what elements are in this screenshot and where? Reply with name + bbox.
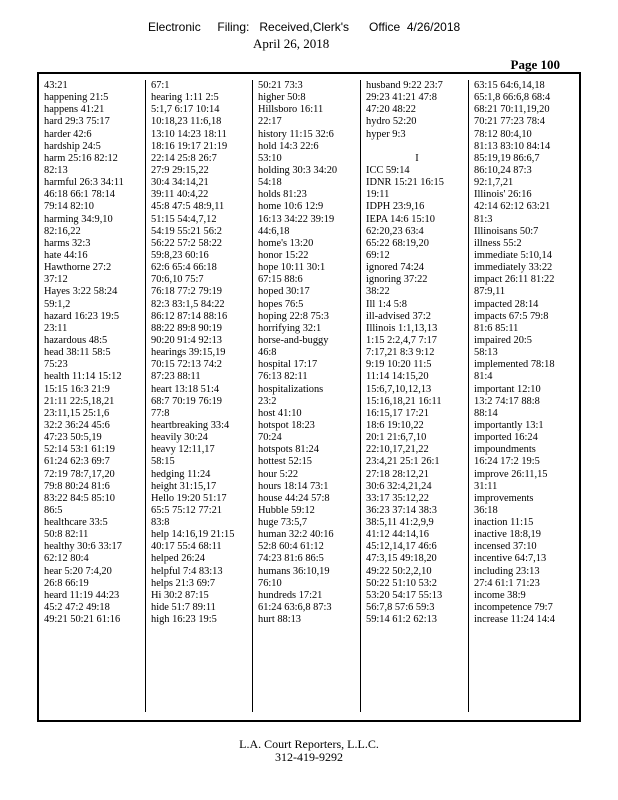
index-entry: 82:13 (44, 164, 68, 176)
index-entry: 90:20 91:4 92:13 (151, 334, 223, 346)
index-entry: 30:6 32:4,21,24 (366, 480, 432, 492)
index-entry: 76:10 (258, 577, 282, 589)
index-entry: 37:12 (44, 274, 68, 286)
index-entry: 44:6,18 (258, 225, 290, 237)
index-entry: 39:11 40:4,22 (151, 189, 209, 201)
footer-phone: 312-419-9292 (275, 750, 343, 764)
index-entry: hurt 88:13 (258, 614, 302, 626)
index-entry: ignoring 37:22 (366, 274, 428, 286)
index-entry: harmful 26:3 34:11 (44, 177, 124, 189)
index-entry: 33:17 35:12,22 (366, 492, 429, 504)
index-entry: Illinoisans 50:7 (474, 225, 539, 237)
index-entry: 87:9,11 (474, 286, 506, 298)
index-entry: hedging 11:24 (151, 468, 211, 480)
index-entry: honor 15:22 (258, 249, 309, 261)
index-entry: health 11:14 15:12 (44, 371, 122, 383)
index-entry: incentive 64:7,13 (474, 553, 547, 565)
index-entry: harder 42:6 (44, 128, 92, 140)
index-entry: hotspot 18:23 (258, 419, 315, 431)
index-entry: incensed 37:10 (474, 541, 537, 553)
index-entry: 79:14 82:10 (44, 201, 94, 213)
index-entry: 62:12 80:4 (44, 553, 89, 565)
index-entry: house 44:24 57:8 (258, 492, 330, 504)
index-entry: hoped 30:17 (258, 286, 310, 298)
index-entry: holding 30:3 34:20 (258, 164, 338, 176)
index-entry: healthcare 33:5 (44, 517, 108, 529)
index-entry: hundreds 17:21 (258, 589, 323, 601)
index-entry: 7:17,21 8:3 9:12 (366, 347, 435, 359)
index-frame (37, 72, 581, 722)
index-entry: 68:7 70:19 76:19 (151, 395, 223, 407)
index-entry: 61:24 62:3 69:7 (44, 456, 110, 468)
index-entry: 42:14 62:12 63:21 (474, 201, 551, 213)
index-entry: illness 55:2 (474, 237, 522, 249)
index-entry: 45:8 47:5 48:9,11 (151, 201, 225, 213)
index-entry: including 23:13 (474, 565, 540, 577)
index-entry: increase 11:24 14:4 (474, 614, 555, 626)
index-entry: 53:10 (258, 152, 282, 164)
index-entry: 27:9 29:15,22 (151, 164, 209, 176)
index-entry: 10:18,23 11:6,18 (151, 116, 222, 128)
index-entry: harm 25:16 82:12 (44, 152, 118, 164)
index-entry: 72:19 78:7,17,20 (44, 468, 115, 480)
index-entry: 67:1 (151, 80, 170, 91)
index-entry: 52:8 60:4 61:12 (258, 541, 324, 553)
index-entry: harming 34:9,10 (44, 213, 113, 225)
index-entry: hours 18:14 73:1 (258, 480, 329, 492)
index-entry: 76:13 82:11 (258, 371, 308, 383)
index-entry: impacted 28:14 (474, 298, 539, 310)
index-entry: 46:8 (258, 347, 277, 359)
index-entry: 27:18 28:12,21 (366, 468, 429, 480)
index-entry: 50:8 82:11 (44, 529, 89, 541)
index-entry: importantly 13:1 (474, 419, 544, 431)
index-entry: 83:8 (151, 517, 170, 529)
index-entry: 81:13 83:10 84:14 (474, 140, 551, 152)
index-entry: 67:15 88:6 (258, 274, 303, 286)
index-entry: inactive 18:8,19 (474, 529, 541, 541)
index-entry: 52:14 53:1 61:19 (44, 444, 116, 456)
index-entry: imported 16:24 (474, 432, 538, 444)
index-column-1 (39, 80, 146, 712)
index-entry: Hello 19:20 51:17 (151, 492, 227, 504)
index-entry: IDPH 23:9,16 (366, 201, 425, 213)
index-entry: inaction 11:15 (474, 517, 534, 529)
index-entry: 65:5 75:12 77:21 (151, 504, 223, 516)
index-entry: 23:11,15 25:1,6 (44, 407, 110, 419)
index-entry: 9:19 10:20 11:5 (366, 359, 432, 371)
index-entry: 22:17 (258, 116, 282, 128)
index-entry: 78:12 80:4,10 (474, 128, 532, 140)
index-entry: helps 21:3 69:7 (151, 577, 216, 589)
index-entry: 65:1,8 66:6,8 68:4 (474, 92, 551, 104)
index-entry: hide 51:7 89:11 (151, 602, 216, 614)
index-entry: heart 13:18 51:4 (151, 383, 220, 395)
index-entry: 82:16,22 (44, 225, 81, 237)
index-entry: Illinois' 26:16 (474, 189, 532, 201)
index-entry: horse-and-buggy (258, 334, 329, 346)
index-entry: impaired 20:5 (474, 334, 533, 346)
index-entry: hope 10:11 30:1 (258, 262, 326, 274)
index-entry: 85:19,19 86:6,7 (474, 152, 540, 164)
index-entry: 18:16 19:17 21:19 (151, 140, 228, 152)
index-entry: human 32:2 40:16 (258, 529, 334, 541)
index-entry: impact 26:11 81:22 (474, 274, 555, 286)
index-entry: hottest 52:15 (258, 456, 312, 468)
index-entry: 23:2 (258, 395, 277, 407)
index-entry: 77:8 (151, 407, 170, 419)
index-entry: 76:18 77:2 79:19 (151, 286, 223, 298)
index-entry: hate 44:16 (44, 249, 88, 261)
index-entry: 59:1,2 (44, 298, 71, 310)
index-entry: 29:23 41:21 47:8 (366, 92, 438, 104)
index-entry: 75:23 (44, 359, 68, 371)
index-entry: 15:16,18,21 16:11 (366, 395, 442, 407)
index-entry: head 38:11 58:5 (44, 347, 111, 359)
index-entry: Hi 30:2 87:15 (151, 589, 209, 601)
index-entry: hoping 22:8 75:3 (258, 310, 330, 322)
index-entry: hotspots 81:24 (258, 444, 319, 456)
index-entry: 38:22 (366, 286, 390, 298)
index-entry: 63:15 64:6,14,18 (474, 80, 545, 91)
index-entry: 45:12,14,17 46:6 (366, 541, 437, 553)
index-entry: hour 5:22 (258, 468, 299, 480)
index-entry: impacts 67:5 79:8 (474, 310, 549, 322)
index-entry: hearing 1:11 2:5 (151, 92, 219, 104)
index-entry: 26:8 66:19 (44, 577, 89, 589)
index-entry: improvements (474, 492, 534, 504)
index-entry: huge 73:5,7 (258, 517, 308, 529)
index-entry: 50:21 73:3 (258, 80, 303, 91)
index-entry: 49:22 50:2,2,10 (366, 565, 432, 577)
index-entry: I (415, 152, 419, 164)
index-entry: 43:21 (44, 80, 68, 91)
index-entry: holds 81:23 (258, 189, 307, 201)
index-entry: 13:2 74:17 88:8 (474, 395, 540, 407)
index-entry: 86:5 (44, 504, 63, 516)
index-entry: impoundments (474, 444, 536, 456)
index-entry: 18:6 19:10,22 (366, 419, 424, 431)
index-column-3 (253, 80, 361, 712)
index-entry: 13:10 14:23 18:11 (151, 128, 227, 140)
index-entry: implemented 78:18 (474, 359, 555, 371)
index-entry: Hillsboro 16:11 (258, 104, 324, 116)
footer (0, 738, 618, 764)
index-entry: 16:24 17:2 19:5 (474, 456, 540, 468)
index-entry: host 41:10 (258, 407, 302, 419)
index-entry: incompetence 79:7 (474, 602, 553, 614)
index-entry: heavy 12:11,17 (151, 444, 215, 456)
index-entry: 22:14 25:8 26:7 (151, 152, 217, 164)
index-entry: 15:15 16:3 21:9 (44, 383, 110, 395)
index-entry: 32:2 36:24 45:6 (44, 419, 110, 431)
filing-date: April 26, 2018 (253, 36, 330, 51)
index-entry: healthy 30:6 33:17 (44, 541, 122, 553)
index-entry: 74:23 81:6 86:5 (258, 553, 324, 565)
footer-company: L.A. Court Reporters, L.L.C. (239, 737, 379, 751)
index-entry: 58:13 (474, 347, 498, 359)
index-entry: help 14:16,19 21:15 (151, 529, 235, 541)
index-entry: 69:12 (366, 249, 390, 261)
index-entry: 27:4 61:1 71:23 (474, 577, 540, 589)
index-entry: hyper 9:3 (366, 128, 406, 140)
index-entry: 16:15,17 17:21 (366, 407, 429, 419)
index-entry: income 38:9 (474, 589, 526, 601)
index-entry: 87:23 88:11 (151, 371, 201, 383)
index-entry: immediately 33:22 (474, 262, 553, 274)
index-entry: 19:11 (366, 189, 390, 201)
index-entry: 65:22 68:19,20 (366, 237, 429, 249)
index-entry: heartbreaking 33:4 (151, 419, 230, 431)
index-entry: helped 26:24 (151, 553, 205, 565)
index-entry: home 10:6 12:9 (258, 201, 324, 213)
index-entry: Ill 1:4 5:8 (366, 298, 407, 310)
index-entry: hardship 24:5 (44, 140, 101, 152)
index-entry: 70:21 77:23 78:4 (474, 116, 546, 128)
index-entry: 56:7,8 57:6 59:3 (366, 602, 435, 614)
index-entry: 20:1 21:6,7,10 (366, 432, 427, 444)
index-entry: hazard 16:23 19:5 (44, 310, 120, 322)
index-entry: heard 11:19 44:23 (44, 589, 120, 601)
index-entry: 70:15 72:13 74:2 (151, 359, 223, 371)
index-entry: 22:10,17,21,22 (366, 444, 429, 456)
index-entry: 58:15 (151, 456, 175, 468)
index-entry: important 12:10 (474, 383, 541, 395)
index-entry: 59:8,23 60:16 (151, 249, 209, 261)
index-entry: 38:5,11 41:2,9,9 (366, 517, 434, 529)
index-entry: 30:4 34:14,21 (151, 177, 209, 189)
index-entry: heavily 30:24 (151, 432, 208, 444)
index-column-4 (361, 80, 469, 712)
index-entry: hospital 17:17 (258, 359, 318, 371)
index-entry: ignored 74:24 (366, 262, 425, 274)
index-entry: 54:18 (258, 177, 282, 189)
index-entry: Illinois 1:1,13,13 (366, 322, 438, 334)
index-entry: 47:3,15 49:18,20 (366, 553, 437, 565)
index-entry: 59:14 61:2 62:13 (366, 614, 438, 626)
index-entry: 46:18 66:1 78:14 (44, 189, 116, 201)
index-entry: 82:3 83:1,5 84:22 (151, 298, 225, 310)
index-entry: 41:12 44:14,16 (366, 529, 429, 541)
index-entry: 70:24 (258, 432, 282, 444)
index-entry: 21:11 22:5,18,21 (44, 395, 115, 407)
index-entry: hold 14:3 22:6 (258, 140, 319, 152)
index-entry: 88:14 (474, 407, 498, 419)
index-entry: helpful 7:4 83:13 (151, 565, 223, 577)
index-entry: 70:6,10 75:7 (151, 274, 204, 286)
index-entry: 54:19 55:21 56:2 (151, 225, 223, 237)
index-entry: improve 26:11,15 (474, 468, 548, 480)
index-entry: IDNR 15:21 16:15 (366, 177, 444, 189)
index-entry: Hubble 59:12 (258, 504, 315, 516)
index-entry: happens 41:21 (44, 104, 105, 116)
index-entry: 51:15 54:4,7,12 (151, 213, 217, 225)
index-column-2 (146, 80, 253, 712)
index-entry: 50:22 51:10 53:2 (366, 577, 438, 589)
index-entry: height 31:15,17 (151, 480, 217, 492)
index-entry: 83:22 84:5 85:10 (44, 492, 116, 504)
index-entry: humans 36:10,19 (258, 565, 330, 577)
index-entry: 40:17 55:4 68:11 (151, 541, 222, 553)
index-entry: hopes 76:5 (258, 298, 304, 310)
index-entry: harms 32:3 (44, 237, 91, 249)
index-entry: ICC 59:14 (366, 164, 410, 176)
index-column-5 (469, 80, 579, 712)
index-entry: hydro 52:20 (366, 116, 417, 128)
index-entry: 56:22 57:2 58:22 (151, 237, 223, 249)
index-entry: 31:11 (474, 480, 498, 492)
index-entry: 47:23 50:5,19 (44, 432, 102, 444)
index-entry: 16:13 34:22 39:19 (258, 213, 335, 225)
page-number: Page 100 (510, 57, 560, 72)
index-entry: 61:24 63:6,8 87:3 (258, 602, 332, 614)
index-entry (366, 141, 468, 153)
index-entry: 36:18 (474, 504, 498, 516)
index-entry: high 16:23 19:5 (151, 614, 217, 626)
index-entry: hard 29:3 75:17 (44, 116, 110, 128)
index-entry: 88:22 89:8 90:19 (151, 322, 223, 334)
index-entry: 11:14 14:15,20 (366, 371, 429, 383)
index-entry: 68:21 70:11,19,20 (474, 104, 550, 116)
index-entry: 62:20,23 63:4 (366, 225, 424, 237)
index-entry: hazardous 48:5 (44, 334, 108, 346)
index-entry: 1:15 2:2,4,7 7:17 (366, 334, 438, 346)
index-entry: 62:6 65:4 66:18 (151, 262, 217, 274)
index-entry: 81:4 (474, 371, 493, 383)
index-entry: 92:1,7,21 (474, 177, 514, 189)
index-entry: 47:20 48:22 (366, 104, 416, 116)
index-entry: Hayes 3:22 58:24 (44, 286, 118, 298)
index-entry: happening 21:5 (44, 92, 109, 104)
index-entry: 15:6,7,10,12,13 (366, 383, 432, 395)
index-entry: 23:4,21 25:1 26:1 (366, 456, 440, 468)
index-entry: home's 13:20 (258, 237, 314, 249)
index-entry: history 11:15 32:6 (258, 128, 334, 140)
index-entry: 86:10,24 87:3 (474, 164, 532, 176)
index-entry: 79:8 80:24 81:6 (44, 480, 110, 492)
index-entry: 45:2 47:2 49:18 (44, 602, 110, 614)
index-entry: 81:6 85:11 (474, 322, 519, 334)
index-entry: 86:12 87:14 88:16 (151, 310, 228, 322)
index-entry: 81:3 (474, 213, 493, 225)
index-entry: immediate 5:10,14 (474, 249, 552, 261)
index-entry: IEPA 14:6 15:10 (366, 213, 435, 225)
index-entry: horrifying 32:1 (258, 322, 322, 334)
filing-stamp-line: Electronic Filing: Received,Clerk's Office 4/26/2018 (148, 20, 461, 34)
index-entry: 53:20 54:17 55:13 (366, 589, 443, 601)
index-entry: 5:1,7 6:17 10:14 (151, 104, 220, 116)
index-entry: Hawthorne 27:2 (44, 262, 112, 274)
index-entry: 49:21 50:21 61:16 (44, 614, 121, 626)
index-entry: husband 9:22 23:7 (366, 80, 443, 91)
index-entry: higher 50:8 (258, 92, 306, 104)
index-entry: hearings 39:15,19 (151, 347, 226, 359)
index-entry: 23:11 (44, 322, 68, 334)
index-entry: hear 5:20 7:4,20 (44, 565, 112, 577)
index-entry: hospitalizations (258, 383, 324, 395)
index-entry: ill-advised 37:2 (366, 310, 431, 322)
index-entry: 36:23 37:14 38:3 (366, 504, 438, 516)
